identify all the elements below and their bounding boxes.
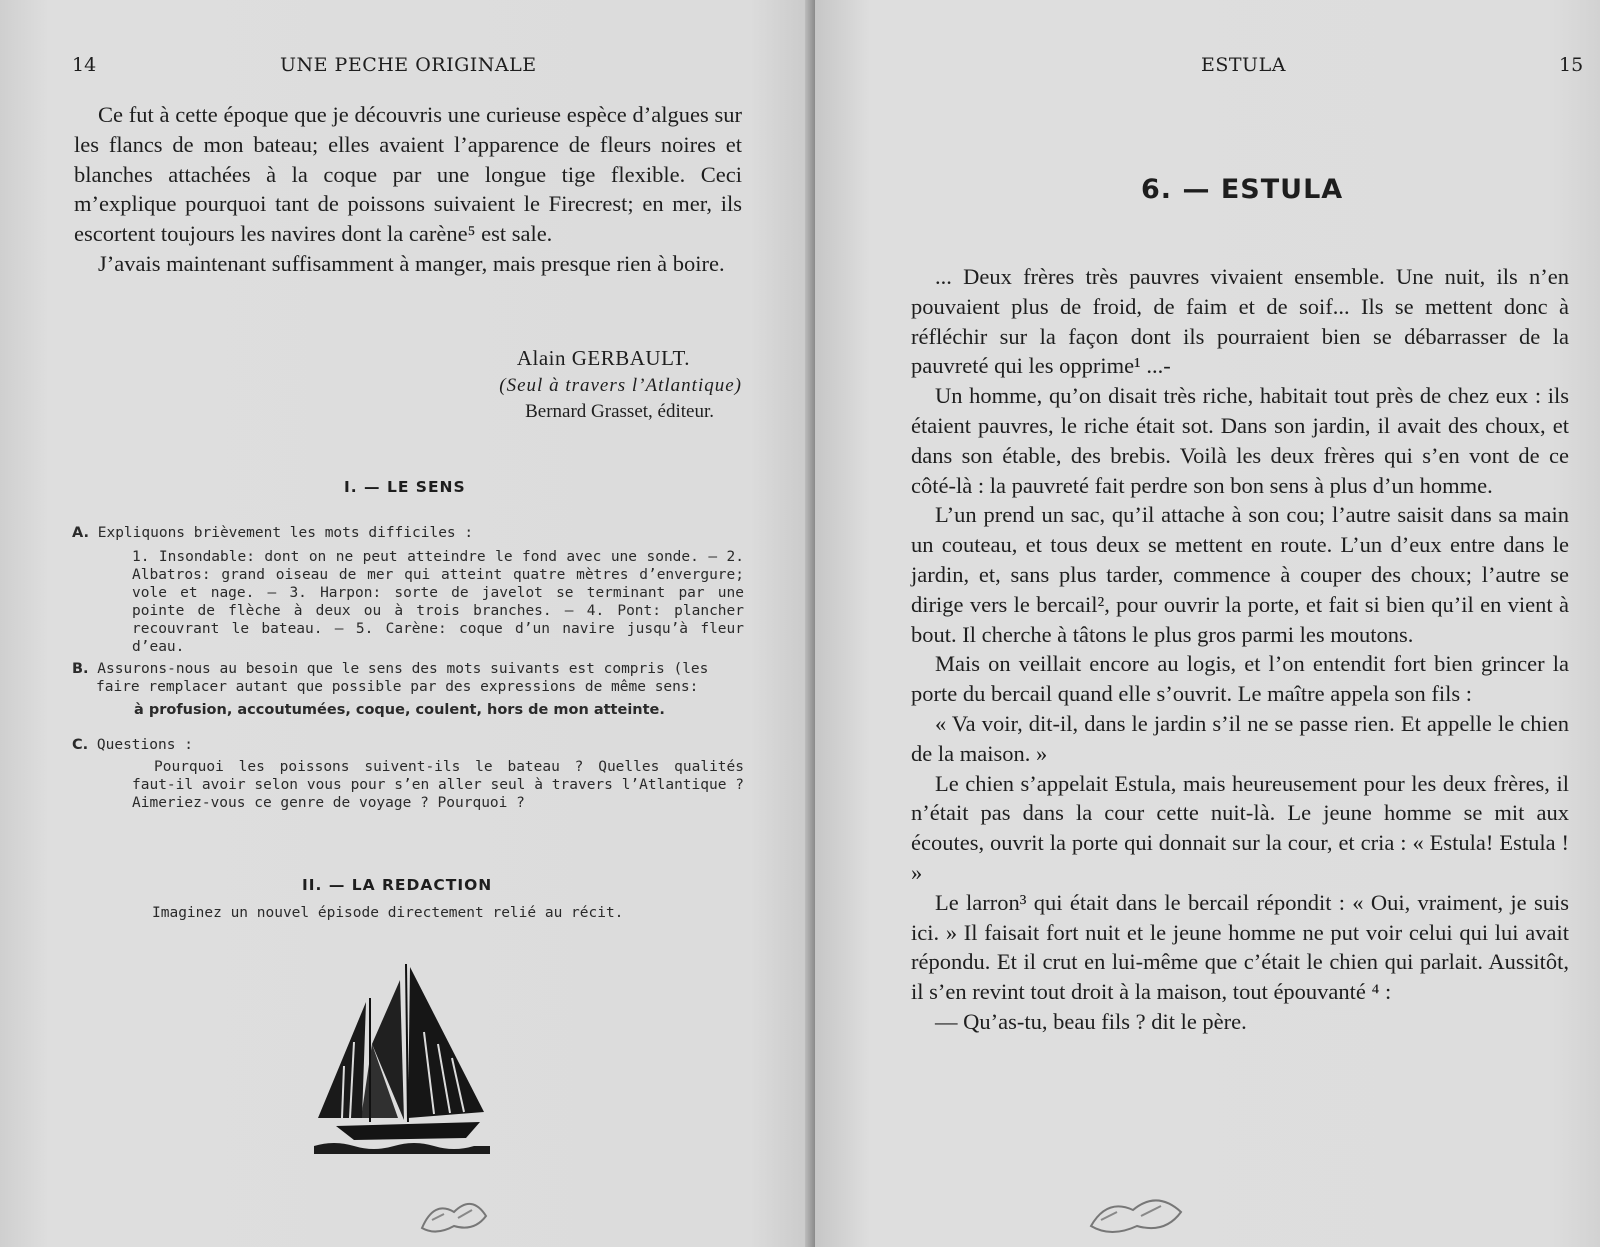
paragraph: J’avais maintenant suffisamment à manger, mais presque rien à boire. (98, 250, 725, 276)
exercise-text: Assurons-nous au besoin que le sens des mots suivants est compris (les faire remplacer autant que possible par des expressions de même sens: (96, 661, 709, 695)
ornament-icon (1077, 1176, 1197, 1240)
page-number: 15 (1559, 54, 1584, 76)
paragraph: ... Deux frères très pauvres vivaient ensemble. Une nuit, ils n’en pouvaient plus de froid, de faim et de soif... Ils se mettent donc à réfléchir sur la façon dont ils pourraient bien se débarrasser de la pauvreté qui les opprime¹ ...- (911, 264, 1569, 379)
paragraph: Mais on veillait encore au logis, et l’on entendit fort bien grincer la porte du bercail quand elle s’ouvrit. Le maître appela son fils : (911, 651, 1569, 707)
author-name: Alain GERBAULT. (516, 346, 690, 370)
exercise-letter: C. (72, 737, 89, 753)
paragraph: Un homme, qu’on disait très riche, habitait tout près de chez eux : ils étaient pauvres, le riche était sot. Dans son jardin, il avait des choux, et dans son étable, des brebis. Voilà les deux frères qui s’en vont de ce côté-là : la pauvreté fait perdre son bon sens à plus d’un homme. (911, 383, 1569, 498)
paragraph: Le larron³ qui était dans le bercail répondit : « Oui, vraiment, je suis ici. » Il faisait fort nuit et le jeune homme ne put voir celui qui lui avait répondu. Et il crut en lui-même que c’était le chien qui parlait. Aussitôt, il s’en revint tout droit à la maison, tout épouvanté ⁴ : (911, 889, 1569, 1005)
exercise-a (72, 524, 744, 656)
paragraph: « Va voir, dit-il, dans le jardin s’il ne se passe rien. Et appelle le chien de la maison. » (911, 710, 1569, 766)
paragraph: L’un prend un sac, qu’il attache à son cou; l’autre saisit dans sa main un couteau, et tous deux se mettent en route. L’un d’eux entre dans le jardin, et, sans plus tarder, commence à couper des choux; l’autre se dirige vers le bercail², pour ouvrir la porte, et fait si bien qu’il en vient à bout. Il cherche à tâtons le plus gros parmi les moutons. (911, 502, 1569, 647)
exercise-c (72, 736, 744, 812)
exercise-intro: Expliquons brièvement les mots difficiles : (97, 525, 474, 541)
exercise-letter: B. (72, 661, 89, 677)
story-text (911, 262, 1569, 1037)
excerpt-text (74, 100, 742, 279)
word-list: à profusion, accoutumées, coque, coulent, hors de mon atteinte. (134, 702, 665, 718)
page-number: 14 (72, 54, 97, 76)
paragraph: Le chien s’appelait Estula, mais heureusement pour les deux frères, il n’était pas dans la cour cette nuit-là. Le jeune homme se mit aux écoutes, ouvrit la porte qui donnait sur la cour, et cria : « Estula! Estula ! » (911, 770, 1569, 885)
running-head: UNE PECHE ORIGINALE (280, 54, 537, 76)
paragraph: — Qu’as-tu, beau fils ? dit le père. (935, 1008, 1247, 1034)
right-page (815, 0, 1600, 1247)
exercise-intro: Questions : (96, 737, 193, 753)
publisher: Bernard Grasset, éditeur. (525, 401, 714, 422)
sailboat-illustration (314, 962, 490, 1158)
section-heading: II. — LA REDACTION (302, 876, 493, 894)
composition-prompt: Imaginez un nouvel épisode directement relié au récit. (152, 905, 624, 921)
exercise-body: 1. Insondable: dont on ne peut atteindre le fond avec une sonde. — 2. Albatros: grand oiseau de mer qui atteint quatre mètres d’envergure; vole et nage. — 3. Harpon: sorte de javelot se terminant par une pointe de flèche à deux ou à trois branches. — 4. Pont: plancher recouvrant le bateau. — 5. Carène: coque d’un navire jusqu’à fleur d’eau. (132, 549, 744, 655)
exercise-body: Pourquoi les poissons suivent-ils le bateau ? Quelles qualités faut-il avoir selon vous pour s’en aller seul à travers l’Atlantique ? Aimeriez-vous ce genre de voyage ? Pourquoi ? (132, 759, 744, 811)
book-title: (Seul à travers l’Atlantique) (499, 375, 742, 396)
exercise-b (72, 660, 744, 719)
section-heading: I. — LE SENS (344, 478, 466, 496)
exercise-letter: A. (72, 525, 89, 541)
ornament-icon (414, 1188, 494, 1238)
running-head: ESTULA (1201, 54, 1286, 76)
source-credit (380, 346, 742, 423)
paragraph: Ce fut à cette époque que je découvris une curieuse espèce d’algues sur les flancs de mon bateau; elles avaient l’apparence de fleurs noires et blanches attachées à la coque par une longue tige flexible. Ceci m’explique pourquoi tant de poissons suivaient le Firecrest; en mer, ils escortent toujours les navires dont la carène⁵ est sale. (74, 102, 742, 247)
chapter-title: 6. — ESTULA (1141, 174, 1344, 205)
